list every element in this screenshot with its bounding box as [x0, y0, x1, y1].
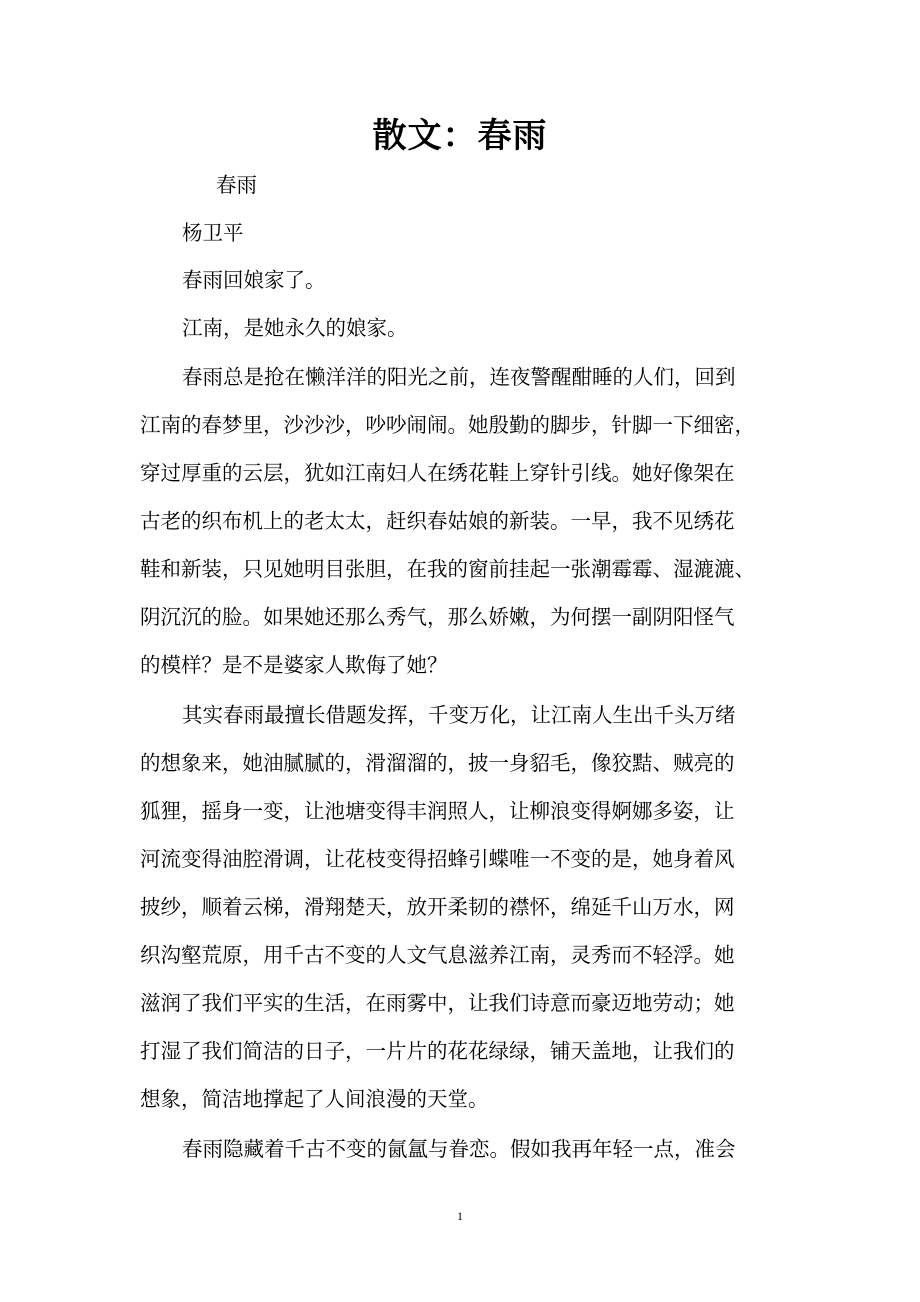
- text-line: 织沟壑荒原，用千古不变的人文气息滋养江南，灵秀而不轻浮。她: [140, 943, 735, 967]
- text-line: 春雨总是抢在懒洋洋的阳光之前，连夜警醒酣睡的人们，回到: [182, 365, 736, 389]
- text-line: 披纱，顺着云梯，滑翔楚天，放开柔韧的襟怀，绵延千山万水，网: [140, 895, 735, 919]
- text-line: 滋润了我们平实的生活，在雨雾中，让我们诗意而豪迈地劳动；她: [140, 991, 735, 1015]
- author: 杨卫平: [182, 221, 244, 245]
- text-line: 狐狸，摇身一变，让池塘变得丰润照人，让柳浪变得婀娜多姿，让: [140, 799, 735, 823]
- text-line: 穿过厚重的云层，犹如江南妇人在绣花鞋上穿针引线。她好像架在: [140, 461, 735, 485]
- text-line: 的想象来，她油腻腻的，滑溜溜的，披一身貂毛，像狡黠、贼亮的: [140, 751, 735, 775]
- text-line: 其实春雨最擅长借题发挥，千变万化，让江南人生出千头万绪: [182, 703, 736, 727]
- page-number: 1: [457, 1209, 463, 1223]
- text-line: 河流变得油腔滑调，让花枝变得招蜂引蝶唯一不变的是，她身着风: [140, 847, 735, 871]
- text-line: 春雨回娘家了。: [182, 268, 326, 292]
- text-line: 打湿了我们简洁的日子，一片片的花花绿绿，铺天盖地，让我们的: [140, 1039, 735, 1063]
- text-line: 江南，是她永久的娘家。: [182, 316, 408, 340]
- text-line: 古老的织布机上的老太太，赶织春姑娘的新装。一早，我不见绣花: [140, 509, 735, 533]
- page-title: 散文：春雨: [372, 116, 548, 156]
- text-line: 春雨隐藏着千古不变的氤氲与眷恋。假如我再年轻一点，准会: [182, 1137, 736, 1161]
- text-line: 的模样？是不是婆家人欺侮了她？: [140, 653, 448, 677]
- text-line: 想象，简洁地撑起了人间浪漫的天堂。: [140, 1087, 489, 1111]
- text-line: 鞋和新装，只见她明目张胆，在我的窗前挂起一张潮霉霉、湿漉漉、: [140, 557, 755, 581]
- text-line: 阴沉沉的脸。如果她还那么秀气，那么娇嫩，为何摆一副阴阳怪气: [140, 605, 735, 629]
- subtitle: 春雨: [216, 173, 257, 197]
- text-line: 江南的春梦里，沙沙沙，吵吵闹闹。她殷勤的脚步，针脚一下细密，: [140, 413, 755, 437]
